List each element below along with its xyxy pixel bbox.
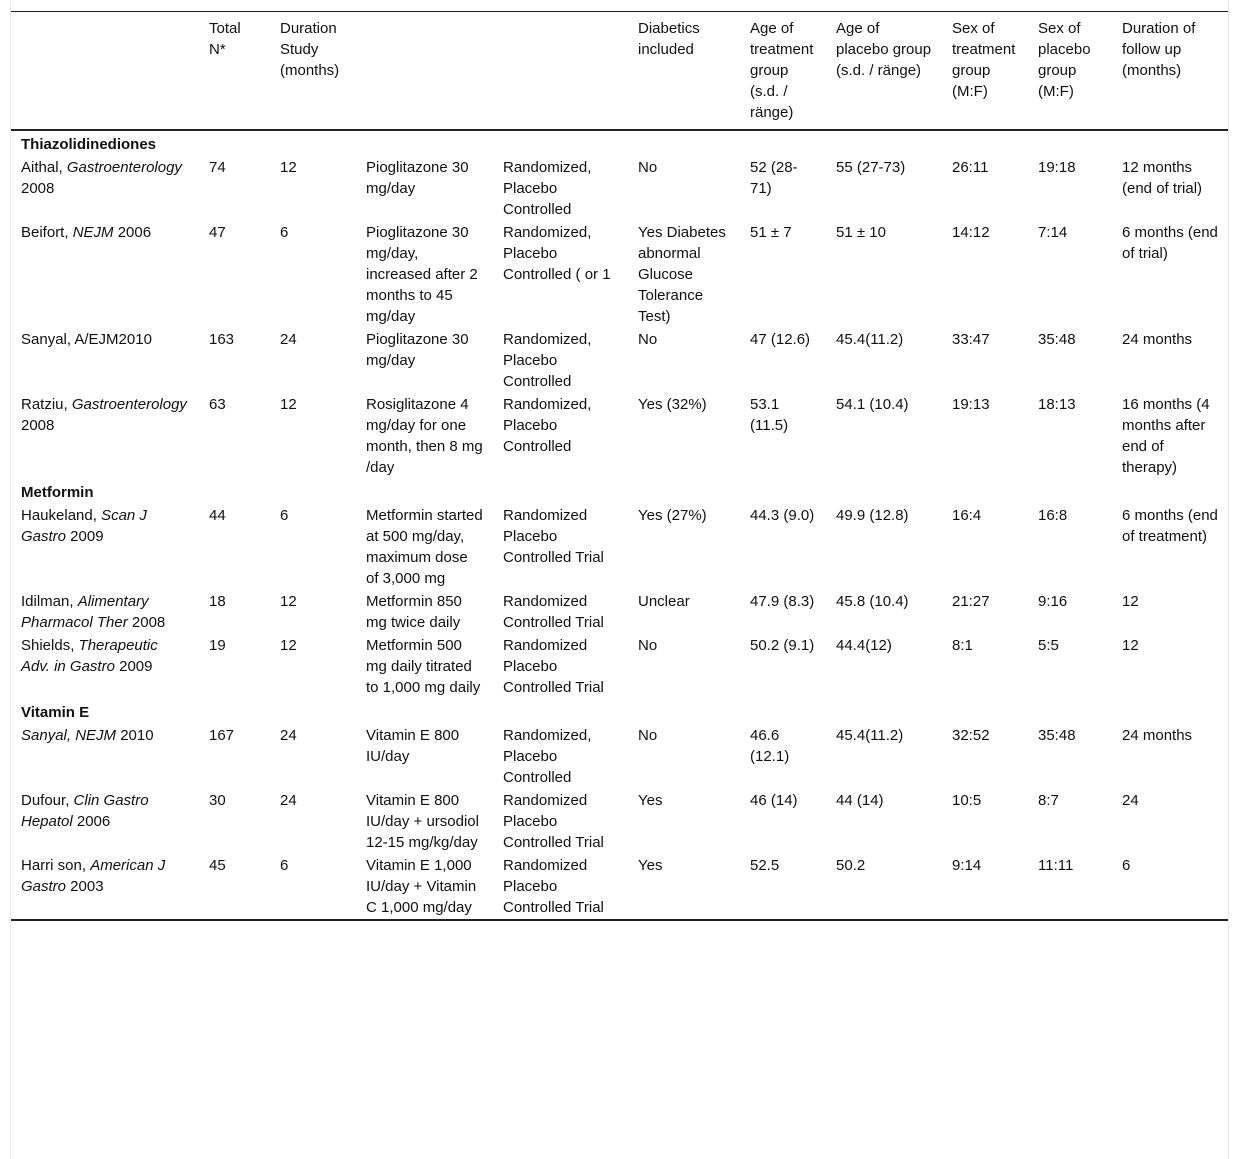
table-row <box>11 789 1228 854</box>
sex-placebo-cell: 19:18 <box>1038 159 1076 176</box>
design-cell: Randomized Placebo Controlled Trial <box>503 637 604 696</box>
study-journal: Scan J Gastro <box>21 507 147 545</box>
diabetics-cell: Yes <box>638 792 663 809</box>
sex-placebo-cell: 16:8 <box>1038 507 1068 524</box>
total-n-cell: 19 <box>209 637 226 654</box>
header-follow-up: Duration of follow up (months) <box>1122 20 1196 79</box>
table-row <box>11 724 1228 789</box>
study-year: 2010 <box>116 727 154 744</box>
diabetics-cell: Yes Diabetes abnormal Glucose Tolerance Test) <box>638 224 726 325</box>
sex-placebo-cell: 7:14 <box>1038 224 1068 241</box>
diabetics-cell: No <box>638 159 658 176</box>
study-year: 2006 <box>72 813 111 830</box>
study-cell <box>11 789 199 854</box>
table-row <box>11 634 1228 699</box>
sex-placebo-cell: 8:7 <box>1038 792 1059 809</box>
follow-up-cell: 24 <box>1122 792 1139 809</box>
design-cell: Randomized Placebo Controlled Trial <box>503 857 604 916</box>
total-n-cell: 30 <box>209 792 226 809</box>
age-placebo-cell: 45.4(11.2) <box>836 331 904 348</box>
study-author: Haukeland, <box>21 507 102 524</box>
study-cell <box>11 634 199 699</box>
table-row <box>11 504 1228 590</box>
total-n-cell: 45 <box>209 857 226 874</box>
study-author: Beifort, <box>21 224 73 241</box>
treatment-cell: Vitamin E 1,000 IU/day + Vitamin C 1,000 mg/day <box>366 857 477 916</box>
duration-cell: 12 <box>280 396 297 413</box>
sex-placebo-cell: 35:48 <box>1038 331 1076 348</box>
sex-placebo-cell: 5:5 <box>1038 637 1059 654</box>
age-placebo-cell: 45.8 (10.4) <box>836 593 909 610</box>
table-body <box>11 130 1228 920</box>
diabetics-cell: No <box>638 637 658 654</box>
study-author: Dufour, <box>21 792 74 809</box>
age-treatment-cell: 46.6 (12.1) <box>750 727 790 765</box>
treatment-cell: Metformin 850 mg twice daily <box>366 593 462 631</box>
duration-cell: 24 <box>280 727 297 744</box>
table-row <box>11 854 1228 920</box>
sex-placebo-cell: 9:16 <box>1038 593 1068 610</box>
age-treatment-cell: 47.9 (8.3) <box>750 593 815 610</box>
design-cell: Randomized, Placebo Controlled <box>503 396 592 455</box>
study-cell <box>11 724 199 789</box>
design-cell: Randomized Controlled Trial <box>503 593 604 631</box>
group-title: Thiazolidinediones <box>21 136 157 153</box>
total-n-cell: 44 <box>209 507 226 524</box>
group-title: Metformin <box>21 484 94 501</box>
age-treatment-cell: 52.5 <box>750 857 780 874</box>
sex-placebo-cell: 35:48 <box>1038 727 1076 744</box>
header-diabetics: Diabetics included <box>638 20 700 58</box>
age-treatment-cell: 53.1 (11.5) <box>750 396 789 434</box>
study-journal: Sanyal, NEJM <box>21 727 117 744</box>
age-treatment-cell: 50.2 (9.1) <box>750 637 815 654</box>
study-year: 2008 <box>21 180 55 197</box>
age-treatment-cell: 44.3 (9.0) <box>750 507 815 524</box>
studies-table <box>11 11 1228 921</box>
design-cell: Randomized Placebo Controlled Trial <box>503 507 604 566</box>
treatment-cell: Pioglitazone 30 mg/day <box>366 159 469 197</box>
design-cell: Randomized Placebo Controlled Trial <box>503 792 604 851</box>
header-treatment <box>356 12 493 131</box>
age-placebo-cell: 54.1 (10.4) <box>836 396 909 413</box>
design-cell: Randomized, Placebo Controlled <box>503 727 592 786</box>
age-treatment-cell: 52 (28-71) <box>750 159 798 197</box>
study-year: 2008 <box>21 417 55 434</box>
total-n-cell: 163 <box>209 331 235 348</box>
age-placebo-cell: 51 ± 10 <box>836 224 886 241</box>
study-cell <box>11 504 199 590</box>
treatment-cell: Pioglitazone 30 mg/day <box>366 331 469 369</box>
study-journal: Therapeutic Adv. in Gastro <box>21 637 158 675</box>
header-sex-treatment: Sex of treatment group (M:F) <box>952 20 1016 100</box>
total-n-cell: 47 <box>209 224 226 241</box>
study-author: Idilman, <box>21 593 78 610</box>
duration-cell: 6 <box>280 224 289 241</box>
study-author: Sanyal, A/EJM2010 <box>21 331 152 348</box>
study-author: Ratziu, <box>21 396 72 413</box>
header-total-n: Total N* <box>209 20 241 58</box>
treatment-cell: Metformin started at 500 mg/day, maximum dose of 3,000 mg <box>366 507 483 587</box>
treatment-cell: Vitamin E 800 IU/day <box>366 727 460 765</box>
sex-treatment-cell: 14:12 <box>952 224 990 241</box>
follow-up-cell: 24 months <box>1122 727 1193 744</box>
study-cell <box>11 221 199 328</box>
study-year: 2003 <box>66 878 104 895</box>
sex-treatment-cell: 19:13 <box>952 396 990 413</box>
diabetics-cell: No <box>638 331 658 348</box>
study-journal: Clin Gastro Hepatol <box>21 792 149 830</box>
table-row <box>11 393 1228 479</box>
duration-cell: 6 <box>280 507 289 524</box>
group-row <box>11 699 1228 724</box>
sex-treatment-cell: 16:4 <box>952 507 982 524</box>
diabetics-cell: Unclear <box>638 593 690 610</box>
study-cell <box>11 328 199 393</box>
table-row <box>11 590 1228 634</box>
study-author: Aithal, <box>21 159 67 176</box>
age-placebo-cell: 55 (27-73) <box>836 159 906 176</box>
follow-up-cell: 6 months (end of trial) <box>1122 224 1218 262</box>
sex-placebo-cell: 18:13 <box>1038 396 1076 413</box>
group-row <box>11 130 1228 156</box>
design-cell: Randomized, Placebo Controlled ( or 1 <box>503 224 611 283</box>
study-year: 2006 <box>113 224 152 241</box>
header-sex-placebo: Sex of placebo group (M:F) <box>1038 20 1091 100</box>
duration-cell: 12 <box>280 593 297 610</box>
sex-treatment-cell: 32:52 <box>952 727 990 744</box>
study-cell <box>11 393 199 479</box>
sex-treatment-cell: 21:27 <box>952 593 990 610</box>
duration-cell: 12 <box>280 637 297 654</box>
treatment-cell: Rosiglitazone 4 mg/day for one month, then 8 mg /day <box>366 396 483 476</box>
table-row <box>11 221 1228 328</box>
follow-up-cell: 6 <box>1122 857 1131 874</box>
study-year: 2009 <box>66 528 104 545</box>
diabetics-cell: No <box>638 727 658 744</box>
sex-treatment-cell: 26:11 <box>952 159 989 176</box>
study-cell <box>11 590 199 634</box>
total-n-cell: 18 <box>209 593 226 610</box>
header-study <box>11 12 199 131</box>
duration-cell: 24 <box>280 792 297 809</box>
treatment-cell: Metformin 500 mg daily titrated to 1,000 mg daily <box>366 637 481 696</box>
header-row <box>11 12 1228 131</box>
study-year: 2008 <box>127 614 166 631</box>
study-journal: NEJM <box>72 224 114 241</box>
sex-treatment-cell: 10:5 <box>952 792 982 809</box>
table-row <box>11 328 1228 393</box>
header-age-treatment: Age of treatment group (s.d. / ränge) <box>750 20 814 121</box>
study-author: Harri son, <box>21 857 91 874</box>
header-design <box>493 12 628 131</box>
study-journal: Alimentary Pharmacol Ther <box>21 593 149 631</box>
treatment-cell: Vitamin E 800 IU/day + ursodiol 12-15 mg/kg/day <box>366 792 479 851</box>
age-treatment-cell: 51 ± 7 <box>750 224 792 241</box>
design-cell: Randomized, Placebo Controlled <box>503 331 592 390</box>
diabetics-cell: Yes (32%) <box>638 396 707 413</box>
diabetics-cell: Yes (27%) <box>638 507 707 524</box>
sex-treatment-cell: 8:1 <box>952 637 973 654</box>
duration-cell: 24 <box>280 331 297 348</box>
age-placebo-cell: 45.4(11.2) <box>836 727 904 744</box>
study-year: 2009 <box>114 658 153 675</box>
group-title: Vitamin E <box>21 704 90 721</box>
age-placebo-cell: 44 (14) <box>836 792 884 809</box>
follow-up-cell: 12 <box>1122 637 1139 654</box>
age-treatment-cell: 46 (14) <box>750 792 798 809</box>
sex-treatment-cell: 9:14 <box>952 857 982 874</box>
follow-up-cell: 16 months (4 months after end of therapy) <box>1122 396 1210 476</box>
total-n-cell: 74 <box>209 159 226 176</box>
age-treatment-cell: 47 (12.6) <box>750 331 811 348</box>
study-journal: American J Gastro <box>21 857 166 895</box>
study-cell <box>11 156 199 221</box>
total-n-cell: 167 <box>209 727 235 744</box>
age-placebo-cell: 50.2 <box>836 857 866 874</box>
diabetics-cell: Yes <box>638 857 663 874</box>
follow-up-cell: 12 months (end of trial) <box>1122 159 1203 197</box>
study-journal: Gastroenterology <box>66 159 182 176</box>
study-cell <box>11 854 199 920</box>
sex-treatment-cell: 33:47 <box>952 331 990 348</box>
age-placebo-cell: 44.4(12) <box>836 637 892 654</box>
age-placebo-cell: 49.9 (12.8) <box>836 507 909 524</box>
follow-up-cell: 6 months (end of treatment) <box>1122 507 1218 545</box>
group-row <box>11 479 1228 504</box>
design-cell: Randomized, Placebo Controlled <box>503 159 592 218</box>
header-duration-study: Duration Study (months) <box>280 20 340 79</box>
duration-cell: 6 <box>280 857 289 874</box>
study-journal: Gastroenterology <box>71 396 187 413</box>
follow-up-cell: 24 months <box>1122 331 1193 348</box>
follow-up-cell: 12 <box>1122 593 1139 610</box>
study-author: Shields, <box>21 637 79 654</box>
sex-placebo-cell: 11:11 <box>1038 857 1074 874</box>
duration-cell: 12 <box>280 159 297 176</box>
table-row <box>11 156 1228 221</box>
header-age-placebo: Age of placebo group (s.d. / ränge) <box>836 20 932 79</box>
treatment-cell: Pioglitazone 30 mg/day, increased after 2 months to 45 mg/day <box>366 224 478 325</box>
total-n-cell: 63 <box>209 396 226 413</box>
